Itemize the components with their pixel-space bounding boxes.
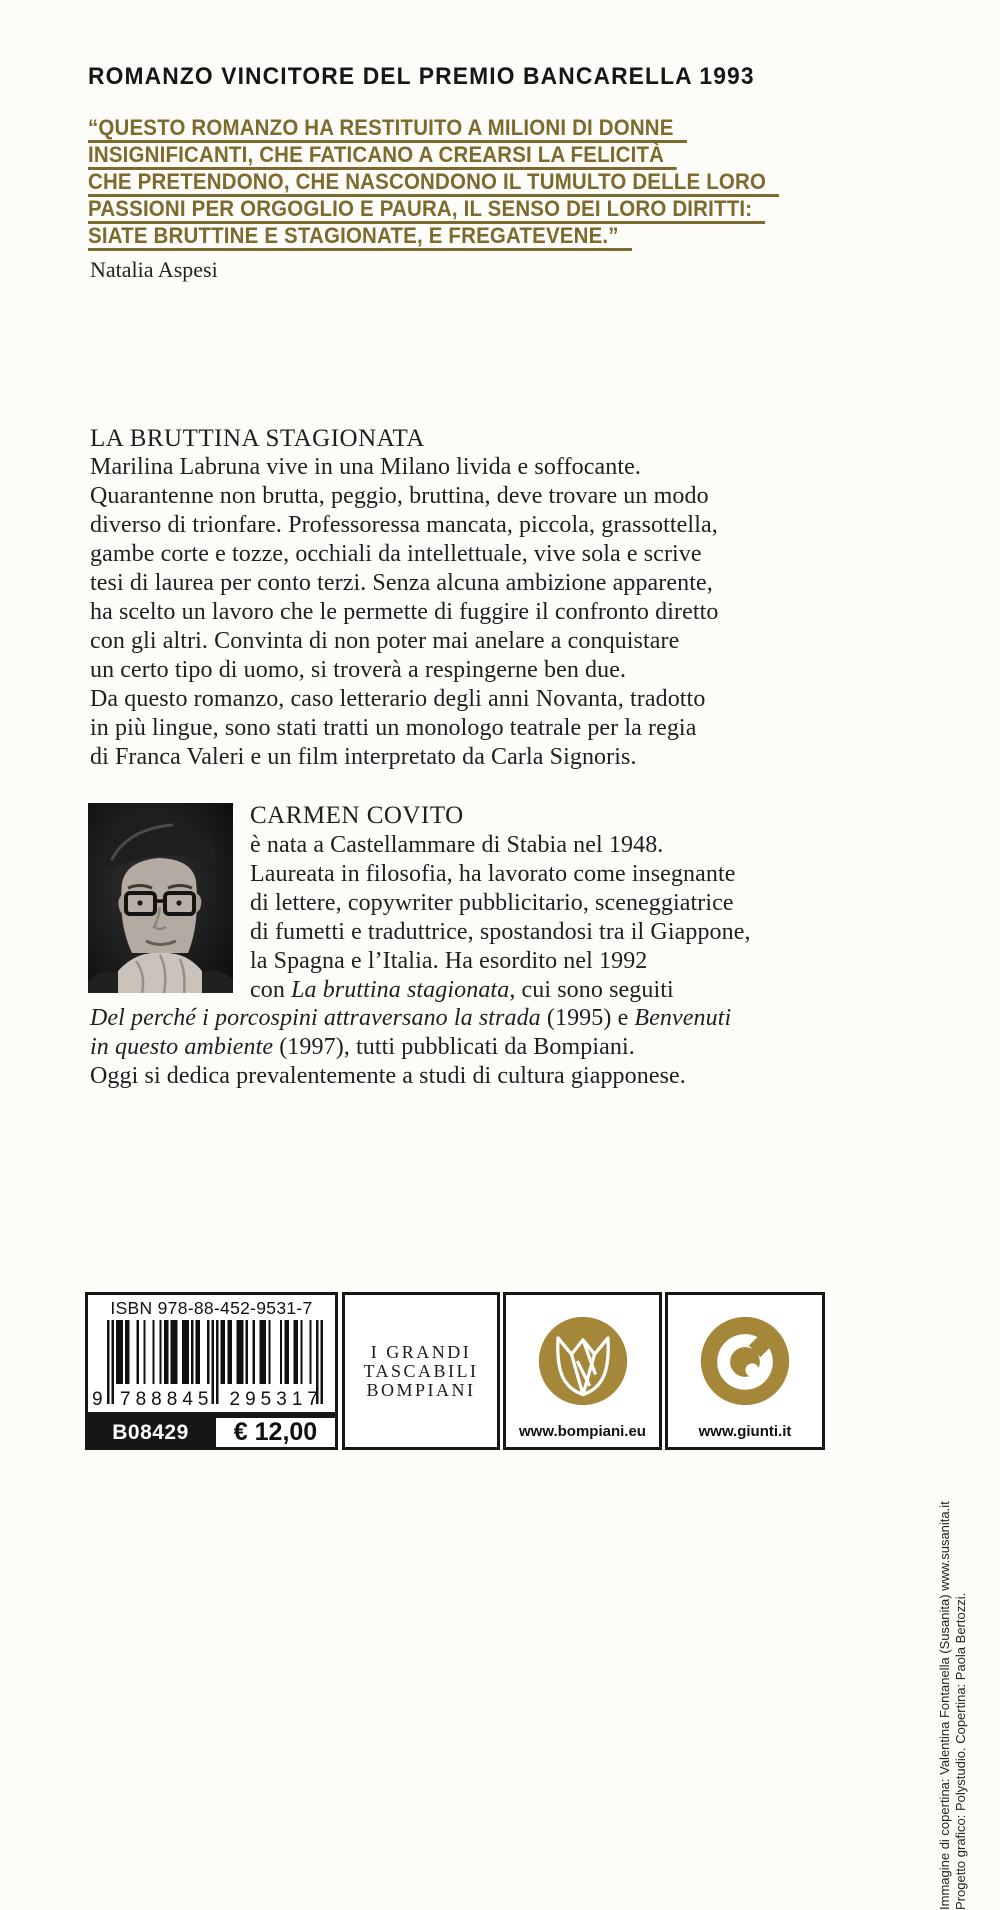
cover-credits [937,1460,968,1910]
text-line: I GRANDI [370,1341,472,1362]
ean-group-right: 295317 [229,1389,323,1410]
text-line: INSIGNIFICANTI, CHE FATICANO A CREARSI LA FELICITÀ [88,143,779,170]
text-line: con gli altri. Convinta di non poter mai anelare a conquistare [90,628,680,654]
text-line: Del perché i porcospini attraversano la strada (1995) e Benvenuti [90,1005,732,1031]
book-title: LA BRUTTINA STAGIONATA [90,425,425,452]
ean-digit-lead: 9 [92,1389,103,1410]
giunti-box [665,1292,825,1450]
price: € 12,00 [213,1418,335,1447]
imprint-box [342,1292,500,1450]
author-bio-full-width [90,1004,731,1091]
ean-digits [90,1389,331,1411]
text-line: SIATE BRUTTINE E STAGIONATE, E FREGATEVENE.” [88,224,779,251]
text-line: ha scelto un lavoro che le permette di fuggire il confronto diretto [90,599,719,625]
text-line: la Spagna e l’Italia. Ha esordito nel 1992 [250,948,648,974]
text-line: Quarantenne non brutta, peggio, bruttina, deve trovare un modo [90,483,709,509]
code-price-row [85,1415,338,1450]
isbn-label: ISBN 978-88-452-9531-7 [110,1298,313,1318]
giunti-url: www.giunti.it [698,1423,792,1440]
ean-group-left: 788845 [120,1389,214,1410]
text-line: TASCABILI [363,1360,479,1381]
bompiani-tulip-icon [535,1313,631,1409]
text-line: “QUESTO ROMANZO HA RESTITUITO A MILIONI DI DONNE [88,116,779,143]
text-line: in più lingue, sono stati tratti un monologo teatrale per la regia [90,715,697,741]
text-line: gambe corte e tozze, occhiali da intellettuale, vive sola e scrive [90,541,702,567]
edition-code: B08429 [88,1418,213,1447]
text-line: è nata a Castellammare di Stabia nel 1948. [250,832,664,858]
text-line: CHE PRETENDONO, CHE NASCONDONO IL TUMULTO DELLE LORO [88,170,779,197]
synopsis-text [90,453,719,772]
text-line: Da questo romanzo, caso letterario degli anni Novanta, tradotto [90,686,706,712]
text-line: Marilina Labruna vive in una Milano livida e soffocante. [90,454,641,480]
text-line: di Franca Valeri e un film interpretato da Carla Signoris. [90,744,637,770]
text-line: di lettere, copywriter pubblicitario, sceneggiatrice [250,890,734,916]
award-banner: ROMANZO VINCITORE DEL PREMIO BANCARELLA 1993 [88,63,755,90]
giunti-spiral-icon [697,1313,793,1409]
text-line: PASSIONI PER ORGOGLIO E PAURA, IL SENSO DEI LORO DIRITTI: [88,197,779,224]
text-line: BOMPIANI [366,1379,476,1400]
text-line: Laureata in filosofia, ha lavorato come insegnante [250,861,736,887]
author-bio-beside-photo [250,831,751,1005]
text-line: Oggi si dedica prevalentemente a studi di cultura giapponese. [90,1063,686,1089]
author-name: CARMEN COVITO [250,802,464,829]
bompiani-box [503,1292,662,1450]
text-line: in questo ambiente (1997), tutti pubblicati da Bompiani. [90,1034,635,1060]
author-photo [88,803,233,993]
text-line: diverso di trionfare. Professoressa mancata, piccola, grassottella, [90,512,718,538]
quote-attribution: Natalia Aspesi [90,257,218,282]
text-line: con La bruttina stagionata, cui sono seguiti [250,977,674,1003]
text-line: di fumetti e traduttrice, spostandosi tra il Giappone, [250,919,751,945]
cover-credits-line1: Immagine di copertina: Valentina Fontanella (Susanita) www.susanita.it [937,1501,952,1910]
barcode-box [85,1292,338,1415]
cover-credits-line2: Progetto grafico: Polystudio. Copertina: Paola Bertozzi. [952,1592,968,1910]
text-line: tesi di laurea per conto terzi. Senza alcuna ambizione apparente, [90,570,713,596]
text-line: un certo tipo di uomo, si troverà a respingerne ben due. [90,657,627,683]
synopsis-section [90,424,719,772]
review-quote [88,116,779,251]
bompiani-url: www.bompiani.eu [519,1423,646,1440]
